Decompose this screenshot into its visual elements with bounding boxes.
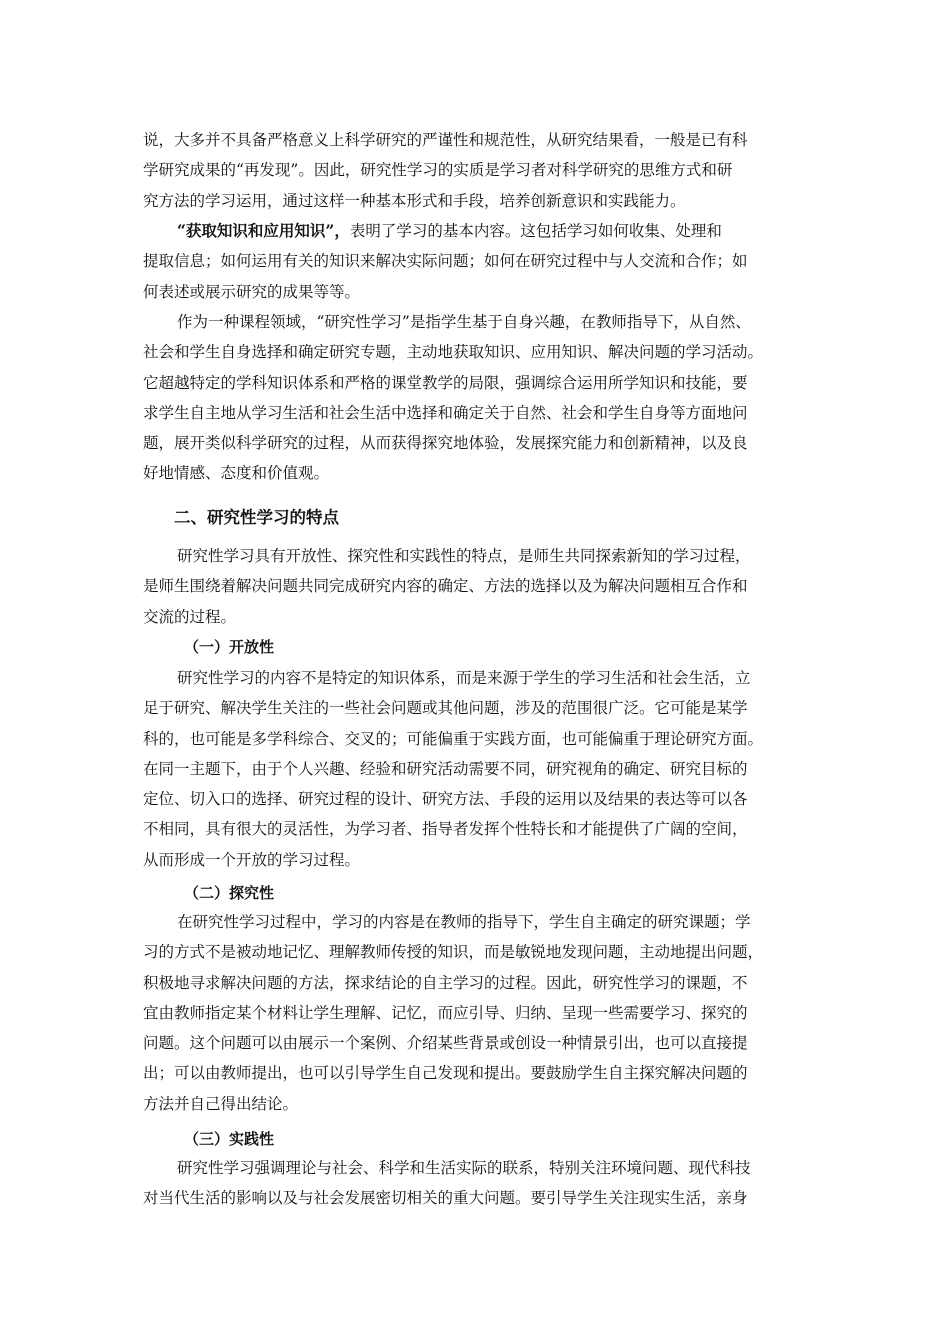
text-line: 研究性学习强调理论与社会、科学和生活实际的联系，特别关注环境问题、现代科技: [177, 1159, 751, 1177]
text-line: 何表述或展示研究的成果等等。: [143, 282, 361, 301]
text-line: 习的方式不是被动地记忆、理解教师传授的知识，而是敏锐地发现问题，主动地提出问题，: [143, 943, 764, 962]
text-line: 定位、切入口的选择、研究过程的设计、研究方法、手段的运用以及结果的表达等可以各: [143, 790, 748, 809]
text-line: 好地情感、态度和价值观。: [143, 464, 330, 483]
text-line: 宜由教师指定某个材料让学生理解、记忆，而应引导、归纳、呈现一些需要学习、探究的: [143, 1003, 748, 1022]
text-line: 从而形成一个开放的学习过程。: [143, 850, 361, 869]
text-line: 究方法的学习运用，通过这样一种基本形式和手段，培养创新意识和实践能力。: [143, 191, 686, 210]
text-line: 研究性学习具有开放性、探究性和实践性的特点，是师生共同探索新知的学习过程，: [177, 547, 751, 565]
paragraph-inquiry: [143, 907, 808, 1119]
text-line: 学研究成果的“再发现”。因此，研究性学习的实质是学习者对科学研究的思维方式和研: [143, 161, 733, 180]
text-line: 交流的过程。: [143, 607, 237, 626]
text-line: 它超越特定的学科知识体系和严格的课堂教学的局限，强调综合运用所学知识和技能，要: [143, 373, 748, 392]
text-line: 求学生自主地从学习生活和社会生活中选择和确定关于自然、社会和学生自身等方面地问: [143, 403, 748, 422]
text-line: 在同一主题下，由于个人兴趣、经验和研究活动需要不同，研究视角的确定、研究目标的: [143, 759, 748, 778]
text-line: 积极地寻求解决问题的方法，探求结论的自主学习的过程。因此，研究性学习的课题，不: [143, 973, 748, 992]
text-line: 题，展开类似科学研究的过程，从而获得探究地体验，发展探究能力和创新精神，以及良: [143, 434, 748, 453]
subsection-heading: （三）实践性: [184, 1130, 275, 1148]
text-line: 方法并自己得出结论。: [143, 1094, 299, 1113]
text-line: 是师生围绕着解决问题共同完成研究内容的确定、方法的选择以及为解决问题相互合作和: [143, 577, 748, 596]
emphasis-text: “获取知识和应用知识”，: [177, 221, 350, 240]
subsection-heading: （一）开放性: [184, 638, 275, 656]
paragraph-knowledge: [143, 216, 808, 307]
text-line: 不相同，具有很大的灵活性，为学习者、指导者发挥个性特长和才能提供了广阔的空间，: [143, 820, 748, 839]
paragraph-continuation: [143, 125, 808, 216]
text-line: 社会和学生自身选择和确定研究专题，主动地获取知识、应用知识、解决问题的学习活动。: [143, 343, 764, 362]
text-run: 表明了学习的基本内容。这包括学习如何收集、处理和: [349, 222, 722, 240]
text-line: 作为一种课程领域，“研究性学习”是指学生基于自身兴趣，在教师指导下，从自然、: [177, 313, 751, 331]
text-line: [143, 216, 808, 246]
text-line: 研究性学习的内容不是特定的知识体系，而是来源于学生的学习生活和社会生活，立: [177, 669, 751, 687]
section-heading: 二、研究性学习的特点: [174, 508, 339, 527]
paragraph-practice: [143, 1153, 808, 1214]
text-line: 问题。这个问题可以由展示一个案例、介绍某些背景或创设一种情景引出，也可以直接提: [143, 1034, 748, 1053]
text-line: 科的，也可能是多学科综合、交叉的；可能偏重于实践方面，也可能偏重于理论研究方面。: [143, 729, 764, 748]
paragraph-openness: [143, 663, 808, 875]
text-line: 提取信息；如何运用有关的知识来解决实际问题；如何在研究过程中与人交流和合作；如: [143, 252, 748, 271]
text-line: 在研究性学习过程中，学习的内容是在教师的指导下，学生自主确定的研究课题；学: [177, 913, 751, 931]
text-line: 足于研究、解决学生关注的一些社会问题或其他问题，涉及的范围很广泛。它可能是某学: [143, 699, 748, 718]
paragraph-features: [143, 541, 808, 632]
text-line: 对当代生活的影响以及与社会发展密切相关的重大问题。要引导学生关注现实生活，亲身: [143, 1189, 748, 1208]
subsection-heading: （二）探究性: [184, 884, 275, 902]
text-line: 出；可以由教师提出，也可以引导学生自己发现和提出。要鼓励学生自主探究解决问题的: [143, 1064, 748, 1083]
text-line: 说，大多并不具备严格意义上科学研究的严谨性和规范性，从研究结果看，一般是已有科: [143, 131, 748, 149]
paragraph-definition: [143, 307, 808, 489]
